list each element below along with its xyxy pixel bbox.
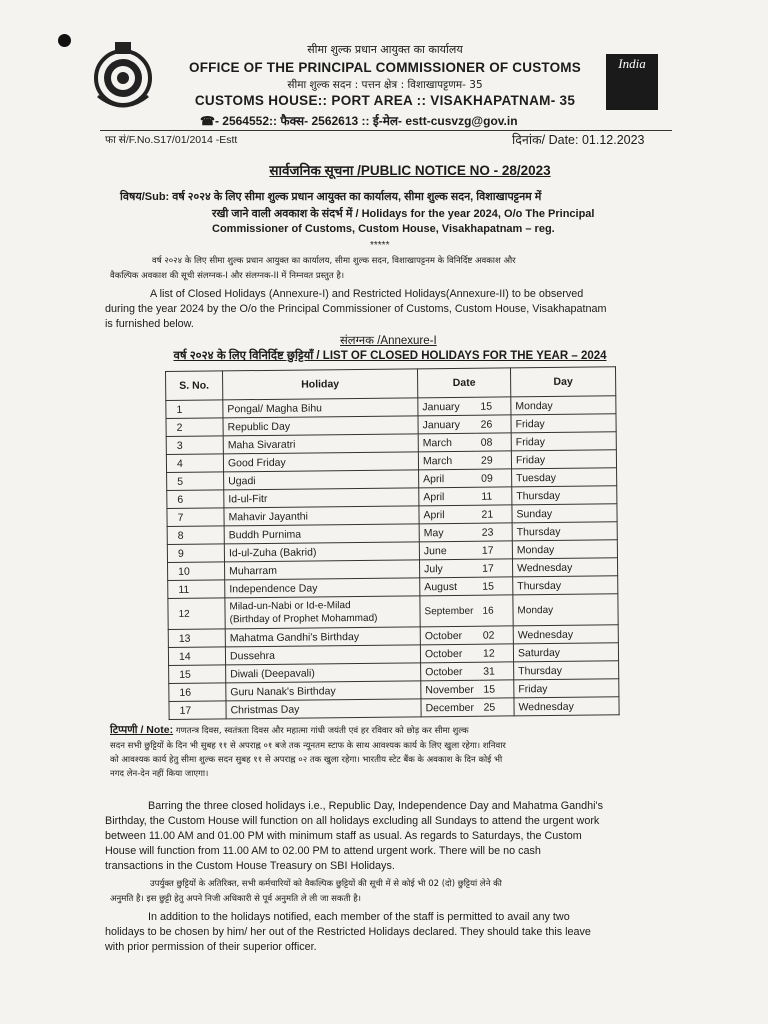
- row-weekday: Wednesday: [514, 697, 619, 716]
- row-day-number: 29: [477, 451, 512, 469]
- row-month: December: [421, 698, 480, 717]
- row-month: July: [419, 559, 478, 578]
- row-holiday-subtitle: (Birthday of Prophet Mohammad): [229, 612, 378, 626]
- row-month: April: [419, 505, 478, 524]
- punch-hole: [58, 34, 71, 47]
- row-month: August: [420, 577, 479, 596]
- intro-hindi-line-1: वर्ष २०२४ के लिए सीमा शुल्क प्रधान आयुक्त का कार्यालय, सीमा शुल्क सदन, विशाखापट्टनम के विनिर्दिष्ट अवकाश और: [152, 256, 516, 266]
- row-month: November: [421, 680, 480, 699]
- notice-date: दिनांक/ Date: 01.12.2023: [512, 133, 645, 147]
- notice-title: सार्वजनिक सूचना /PUBLIC NOTICE NO - 28/2023: [269, 163, 551, 178]
- row-holiday: Pongal/ Magha Bihu: [223, 398, 418, 418]
- row-day-number: 15: [476, 397, 511, 415]
- row-weekday: Monday: [513, 594, 618, 626]
- paragraph-line-1: Barring the three closed holidays i.e., Republic Day, Independence Day and Mahatma Gandhi's: [148, 800, 603, 812]
- office-name-hindi: सीमा शुल्क प्रधान आयुक्त का कार्यालय: [307, 43, 463, 56]
- intro-english-line-3: is furnished below.: [105, 318, 194, 330]
- row-sno: 13: [168, 629, 225, 648]
- row-day-number: 21: [477, 505, 512, 523]
- row-day-number: 15: [479, 680, 514, 698]
- header-sno: S. No.: [166, 371, 223, 401]
- row-weekday: Sunday: [512, 504, 617, 523]
- row-month: October: [421, 662, 480, 681]
- row-month: June: [419, 541, 478, 560]
- note-line-1: [110, 723, 670, 737]
- row-day-number: 25: [479, 698, 514, 716]
- note-line-4: नगद लेन-देन नहीं किया जाएगा।: [110, 769, 209, 779]
- row-weekday: Wednesday: [512, 558, 617, 577]
- row-weekday: Wednesday: [513, 625, 618, 644]
- row-sno: 5: [167, 472, 224, 491]
- row-sno: 10: [168, 562, 225, 581]
- row-sno: 11: [168, 580, 225, 599]
- row-sno: 1: [166, 400, 223, 419]
- row-holiday-two-line: [225, 596, 420, 629]
- row-sno: 14: [168, 647, 225, 666]
- row-holiday: Id-ul-Fitr: [224, 488, 419, 508]
- row-month: May: [419, 523, 478, 542]
- header-holiday: Holiday: [223, 369, 418, 400]
- paragraph-line-4: House will function from 11.00 AM to 02.00 PM to attend urgent work. There will be no cash: [105, 845, 541, 857]
- row-weekday: Friday: [511, 414, 616, 433]
- note-text-1: गणतन्त्र दिवस, स्वतंत्रता दिवस और महात्मा गांधी जयंती एवं हर रविवार को छोड़ कर सीमा शुल्क: [175, 726, 469, 736]
- row-day-number: 26: [476, 415, 511, 433]
- row-day-number: 17: [478, 541, 513, 559]
- paragraph-line-3: between 11.00 AM and 01.00 PM with minimum staff as usual. As regards to Saturdays, the Custom: [105, 830, 582, 842]
- row-day-number: 31: [479, 662, 514, 680]
- row-month: September: [420, 595, 479, 627]
- india-logo: [606, 54, 658, 110]
- row-sno: 3: [166, 436, 223, 455]
- row-day-number: 11: [477, 487, 512, 505]
- intro-english-line-2: during the year 2024 by the O/o the Principal Commissioner of Customs, Custom House, Visakhapatnam: [105, 303, 607, 315]
- row-sno: 6: [167, 490, 224, 509]
- row-month: April: [419, 487, 478, 506]
- intro-english-line-1: A list of Closed Holidays (Annexure-I) and Restricted Holidays(Annexure-II) to be observed: [150, 288, 584, 300]
- row-weekday: Saturday: [513, 643, 618, 662]
- header-day: Day: [510, 367, 615, 397]
- final-paragraph-line-2: holidays to be chosen by him/ her out of the Restricted Holidays declared. They should take this leave: [105, 926, 591, 938]
- row-weekday: Thursday: [514, 661, 619, 680]
- note-line-3: को आवश्यक कार्य हेतु सीमा शुल्क सदन सुबह ११ से अपराह्न ०२ तक खुला रहेगा। भारतीय स्टेट बैंक के अवकाश के दिन कोई भी: [110, 755, 503, 765]
- row-holiday: Id-ul-Zuha (Bakrid): [224, 542, 419, 562]
- office-name-english: OFFICE OF THE PRINCIPAL COMMISSIONER OF CUSTOMS: [189, 60, 581, 75]
- row-holiday: Maha Sivaratri: [223, 434, 418, 454]
- row-sno: 8: [167, 526, 224, 545]
- row-sno: 4: [166, 454, 223, 473]
- row-sno: 9: [167, 544, 224, 563]
- row-weekday: Monday: [512, 540, 617, 559]
- row-day-number: 16: [478, 595, 513, 626]
- row-holiday: Buddh Purnima: [224, 524, 419, 544]
- row-day-number: 12: [479, 644, 514, 662]
- contact-line: ☎- 2564552:: फैक्स- 2562613 :: ई-मेल- estt-cusvzg@gov.in: [200, 114, 518, 128]
- intro-hindi-line-2: वैकल्पिक अवकाश की सूची संलग्नक-I और संलग्नक-II में निम्नवत प्रस्तुत है।: [110, 271, 345, 281]
- table-row: [169, 697, 619, 720]
- holidays-table: [165, 366, 620, 720]
- row-month: January: [418, 397, 477, 416]
- row-holiday: Independence Day: [225, 578, 420, 598]
- header-date: Date: [417, 368, 510, 398]
- row-weekday: Tuesday: [512, 468, 617, 487]
- row-day-number: 08: [477, 433, 512, 451]
- table-row: [168, 594, 618, 630]
- row-weekday: Friday: [511, 432, 616, 451]
- row-weekday: Thursday: [513, 576, 618, 595]
- holiday-list-title: वर्ष २०२४ के लिए विनिर्दिष्ट छुट्टियाँ / LIST OF CLOSED HOLIDAYS FOR THE YEAR – 2024: [173, 350, 607, 362]
- final-paragraph-line-3: with prior permission of their superior officer.: [105, 941, 317, 953]
- row-holiday: Guru Nanak's Birthday: [226, 681, 421, 701]
- row-day-number: 09: [477, 469, 512, 487]
- hindi-paragraph-line-1: उपर्युक्त छुट्टियों के अतिरिक्त, सभी कर्मचारियों को वैकल्पिक छुट्टियों की सूची में से कोई भी 02 (दो) छुट्टियां लेने की: [150, 879, 502, 889]
- paragraph-line-5: transactions in the Custom House Treasury on SBI Holidays.: [105, 860, 395, 872]
- row-holiday: Republic Day: [223, 416, 418, 436]
- india-logo-text: India: [618, 56, 646, 71]
- subject-line-2: रखी जाने वाली अवकाश के संदर्भ में / Holidays for the year 2024, O/o The Principal: [212, 208, 595, 220]
- row-holiday: Muharram: [225, 560, 420, 580]
- row-day-number: 23: [478, 523, 513, 541]
- row-sno: 15: [169, 665, 226, 684]
- row-weekday: Friday: [511, 450, 616, 469]
- row-holiday: Mahavir Jayanthi: [224, 506, 419, 526]
- row-month: January: [418, 415, 477, 434]
- address-hindi: सीमा शुल्क सदन : पत्तन क्षेत्र : विशाखापट्टणम- 35: [287, 79, 483, 91]
- row-month: October: [420, 626, 479, 645]
- row-holiday: Christmas Day: [226, 699, 421, 719]
- row-holiday: Diwali (Deepavali): [226, 663, 421, 683]
- separator-stars: *****: [370, 240, 390, 251]
- note-label: टिप्पणी / Note:: [110, 724, 174, 736]
- customs-emblem-icon: [92, 38, 154, 116]
- row-month: October: [420, 644, 479, 663]
- row-month: March: [418, 451, 477, 470]
- annexure-label: संलग्नक /Annexure-I: [340, 335, 437, 347]
- hindi-paragraph-line-2: अनुमति है। इस छुट्टी हेतु अपने निजी अधिकारी से पूर्व अनुमति ले ली जा सकती है।: [110, 894, 361, 904]
- row-weekday: Thursday: [512, 486, 617, 505]
- row-holiday: Good Friday: [223, 452, 418, 472]
- row-sno: 16: [169, 683, 226, 702]
- row-holiday: Dussehra: [225, 645, 420, 665]
- row-month: March: [418, 433, 477, 452]
- paragraph-line-2: Birthday, the Custom House will function on all holidays excluding all Sundays to attend the urgent work: [105, 815, 600, 827]
- row-weekday: Monday: [511, 396, 616, 415]
- file-number: फा सं/F.No.S17/01/2014 -Estt: [105, 134, 238, 146]
- final-paragraph-line-1: In addition to the holidays notified, each member of the staff is permitted to avail any two: [148, 911, 570, 923]
- row-day-number: 02: [479, 626, 514, 644]
- row-day-number: 17: [478, 559, 513, 577]
- row-holiday: Milad-un-Nabi or Id-e-Milad: [229, 600, 351, 613]
- row-holiday: Mahatma Gandhi's Birthday: [225, 627, 420, 647]
- row-sno: 7: [167, 508, 224, 527]
- subject-line-3: Commissioner of Customs, Custom House, Visakhapatnam – reg.: [212, 223, 555, 235]
- row-month: April: [419, 469, 478, 488]
- row-holiday: Ugadi: [224, 470, 419, 490]
- row-sno: 2: [166, 418, 223, 437]
- note-line-2: सदन सभी छुट्टियों के दिन भी सुबह ११ से अपराह्न ०१ बजे तक न्यूनतम स्टाफ के साथ आवश्यक कार्य के लिए खुला रहेगा। शनिवार: [110, 741, 506, 751]
- row-weekday: Friday: [514, 679, 619, 698]
- address-english: CUSTOMS HOUSE:: PORT AREA :: VISAKHAPATNAM- 35: [194, 93, 576, 108]
- row-day-number: 15: [478, 577, 513, 595]
- subject-line-1: विषय/Sub: वर्ष २०२४ के लिए सीमा शुल्क प्रधान आयुक्त का कार्यालय, सीमा शुल्क सदन, विशाखापट्टनम में: [120, 191, 542, 203]
- row-sno: 17: [169, 701, 226, 720]
- row-sno: 12: [168, 598, 225, 630]
- row-weekday: Thursday: [512, 522, 617, 541]
- table-header-row: [166, 367, 616, 401]
